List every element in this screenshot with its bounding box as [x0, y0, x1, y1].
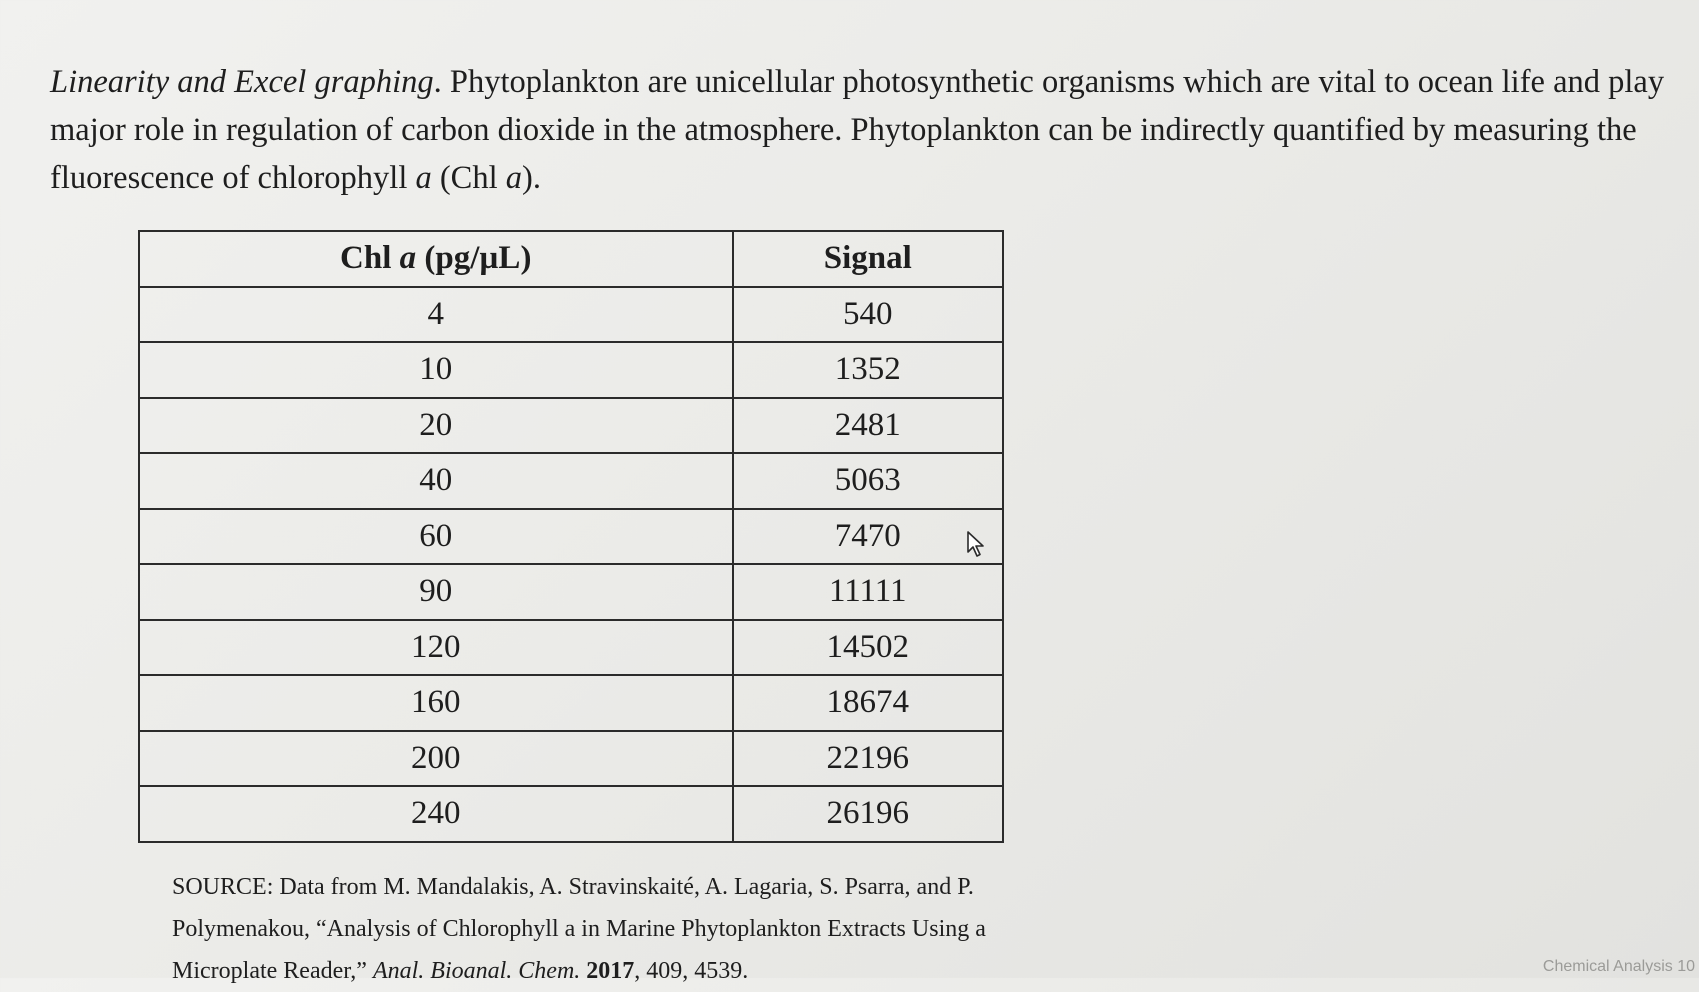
signal-cell: 2481 [733, 398, 1004, 454]
table-row [139, 731, 1003, 787]
chl-cell: 160 [139, 675, 733, 731]
corner-footer-text: Chemical Analysis 10 [1542, 958, 1695, 975]
signal-cell: 11111 [733, 564, 1004, 620]
chl-cell: 120 [139, 620, 733, 676]
source-line-3: Microplate Reader,” Anal. Bioanal. Chem. 2017, 409, 4539. [172, 958, 749, 984]
signal-cell: 7470 [733, 509, 1004, 565]
mouse-pointer-icon [966, 530, 986, 558]
signal-cell: 5063 [733, 453, 1004, 509]
source-citation [172, 866, 1032, 992]
signal-cell: 22196 [733, 731, 1004, 787]
chl-cell: 4 [139, 287, 733, 343]
signal-cell: 14502 [733, 620, 1004, 676]
intro-line-3-end: ). [522, 160, 541, 196]
table-row [139, 564, 1003, 620]
intro-line-1-text: Phytoplankton are unicellular photosynthetic organisms which are vital to ocean life and play [441, 64, 1665, 100]
intro-line-3-mid: (Chl [431, 160, 506, 196]
italic-a: a [415, 160, 432, 196]
chl-cell: 90 [139, 564, 733, 620]
header-chl-concentration: Chl a (pg/µL) [139, 231, 733, 287]
signal-cell: 18674 [733, 675, 1004, 731]
section-title-period: . [433, 64, 442, 100]
chl-cell: 40 [139, 453, 733, 509]
publication-year: 2017 [580, 958, 635, 984]
chl-cell: 60 [139, 509, 733, 565]
table-row [139, 509, 1003, 565]
intro-line-3-start: fluorescence of chlorophyll [50, 160, 416, 196]
intro-line-3 [50, 154, 1690, 202]
table-row [139, 287, 1003, 343]
table-row [139, 786, 1003, 842]
journal-name: Anal. Bioanal. Chem. [372, 958, 581, 984]
table-row [139, 620, 1003, 676]
intro-line-1 [50, 58, 1690, 106]
section-title: Linearity and Excel graphing [50, 64, 434, 100]
table-row [139, 675, 1003, 731]
signal-cell: 1352 [733, 342, 1004, 398]
italic-a: a [505, 160, 523, 196]
source-line-1: SOURCE: Data from M. Mandalakis, A. Stravinskaité, A. Lagaria, S. Psarra, and P. [172, 874, 974, 900]
signal-cell: 540 [733, 287, 1004, 343]
chlorophyll-data-table [138, 230, 1004, 843]
chl-cell: 240 [139, 786, 733, 842]
signal-cell: 26196 [733, 786, 1004, 842]
chl-cell: 10 [139, 342, 733, 398]
table-row [139, 398, 1003, 454]
intro-line-2: major role in regulation of carbon dioxide in the atmosphere. Phytoplankton can be indirectly quantified by measuring the [50, 112, 1637, 148]
intro-paragraph [50, 58, 1690, 202]
table-row [139, 453, 1003, 509]
table-row [139, 342, 1003, 398]
header-signal: Signal [733, 231, 1004, 287]
chl-cell: 20 [139, 398, 733, 454]
source-line-2: Polymenakou, “Analysis of Chlorophyll a in Marine Phytoplankton Extracts Using a [172, 916, 986, 942]
table-header-row [139, 231, 1003, 287]
chl-cell: 200 [139, 731, 733, 787]
